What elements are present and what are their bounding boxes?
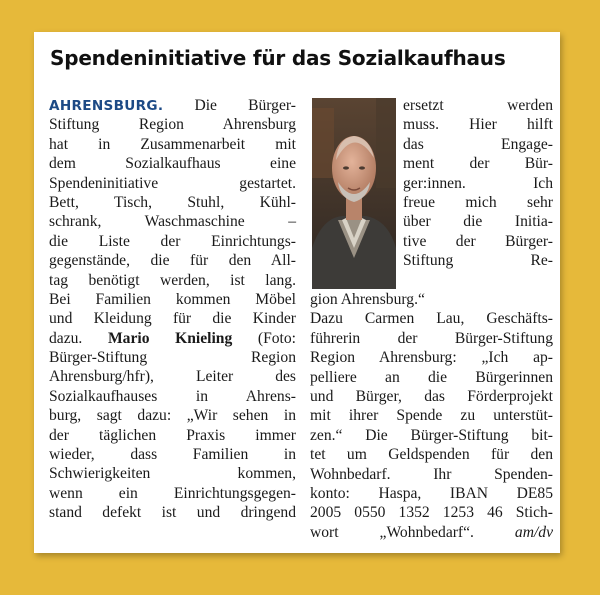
article-line: das Engage- — [403, 135, 553, 153]
headline: Spendeninitiative für das Sozialkaufhaus — [50, 46, 506, 70]
article-line: tet um Geldspenden für den — [310, 446, 553, 464]
article-line: Bürger-Stiftung Region — [49, 349, 296, 367]
article-line: ment der Bür- — [403, 155, 553, 173]
article-line: Bett, Tisch, Stuhl, Kühl- — [49, 193, 296, 211]
article-right-narrow-column — [403, 96, 553, 271]
article-right-column — [310, 290, 553, 542]
article-line: Bei Familien kommen Möbel — [49, 290, 296, 308]
portrait-image — [312, 98, 396, 289]
article-line: Schwierigkeiten kommen, — [49, 465, 296, 483]
article-line: Wohnbedarf. Ihr Spenden- — [310, 465, 553, 483]
article-line: wenn ein Einrichtungsgegen- — [49, 484, 296, 502]
article-line: Stiftung Re- — [403, 252, 553, 270]
article-line: dem Sozialkaufhaus eine — [49, 155, 296, 173]
portrait-photo — [312, 98, 396, 289]
article-line: mit ihrer Spende zu unterstüt- — [310, 407, 553, 425]
article-line: über die Initia- — [403, 213, 553, 231]
article-line: ger:innen. Ich — [403, 174, 553, 192]
article-line: pelliere an die Bürgerinnen — [310, 368, 553, 386]
article-line: AHRENSBURG. Die Bürger- — [49, 97, 296, 114]
article-line: 2005 0550 1352 1253 46 Stich- — [310, 504, 553, 522]
article-line: tag benötigt werden, ist lang. — [49, 271, 296, 289]
article-left-column — [49, 96, 296, 523]
person-name: Mario Knieling — [107, 329, 233, 347]
article-line: führerin der Bürger-Stiftung — [310, 329, 553, 347]
article-line: die Liste der Einrichtungs- — [49, 232, 296, 250]
article-line: und Kleidung für die Kinder — [49, 310, 296, 328]
article-line: muss. Hier hilft — [403, 116, 553, 134]
article-line: gion Ahrensburg.“ — [310, 291, 425, 308]
newspaper-clipping — [34, 32, 560, 553]
article-line: ersetzt werden — [403, 97, 553, 114]
article-line: Stiftung Region Ahrensburg — [49, 116, 296, 134]
article-line: wieder, dass Familien in — [49, 446, 296, 464]
article-line: der täglichen Praxis immer — [49, 426, 296, 444]
article-line: freue mich sehr — [403, 193, 553, 211]
article-line: dazu. Mario Knieling (Foto: — [49, 329, 296, 347]
article-line: wort „Wohnbedarf“. am/dv — [310, 523, 553, 541]
dateline-place: AHRENSBURG. — [49, 98, 164, 114]
article-line: Ahrensburg/hfr), Leiter des — [49, 368, 296, 386]
article-line: konto: Haspa, IBAN DE85 — [310, 484, 553, 502]
article-line: und Bürger, das Förderprojekt — [310, 387, 553, 405]
article-line: stand defekt ist und dringend — [49, 504, 296, 522]
article-line: Sozialkaufhauses in Ahrens- — [49, 387, 296, 405]
article-line: hat in Zusammenarbeit mit — [49, 135, 296, 153]
article-line: Dazu Carmen Lau, Geschäfts- — [310, 310, 553, 328]
article-line: Spendeninitiative gestartet. — [49, 174, 296, 192]
article-line: tive der Bürger- — [403, 232, 553, 250]
article-line: gegenstände, die für den All- — [49, 252, 296, 270]
author-byline: am/dv — [514, 523, 553, 541]
article-line: Region Ahrensburg: „Ich ap- — [310, 349, 553, 367]
article-line: schrank, Waschmaschine – — [49, 213, 296, 231]
article-line: zen.“ Die Bürger-Stiftung bit- — [310, 426, 553, 444]
article-line: burg, sagt dazu: „Wir sehen in — [49, 407, 296, 425]
